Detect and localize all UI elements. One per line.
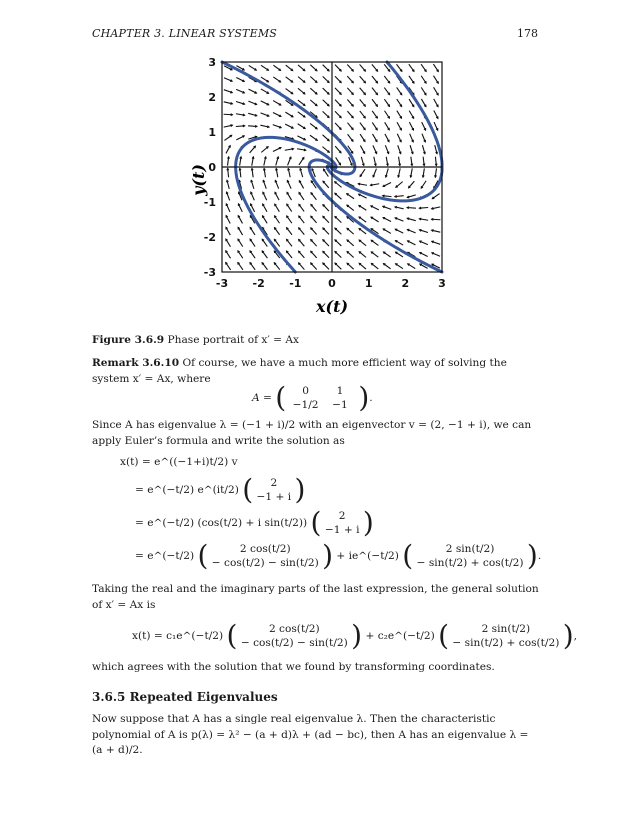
direction-arrow [311,239,317,246]
direction-arrow [372,76,378,83]
direction-arrow [360,64,366,71]
remark [92,356,539,387]
direction-arrow [323,228,329,235]
direction-arrow [433,64,438,71]
direction-arrow [347,123,353,130]
direction-arrow [298,263,304,270]
direction-arrow [335,65,341,71]
x-tick-label: -1 [289,277,302,290]
direction-arrow [226,215,230,223]
direction-arrow [395,229,403,233]
direction-arrow [335,76,341,82]
direction-arrow [371,240,378,245]
direction-arrow [421,76,426,83]
direction-arrow [335,123,341,130]
direction-arrow [347,194,354,199]
vector-4a-bottom: − cos(t/2) − sin(t/2) [211,557,319,569]
direction-arrow [286,239,292,246]
direction-arrow [335,263,341,269]
direction-arrow [421,87,426,95]
direction-arrow [261,89,269,93]
direction-arrow [299,204,304,211]
direction-arrow [433,76,438,84]
direction-arrow [348,134,353,141]
direction-arrow [335,193,342,199]
direction-arrow [409,76,414,83]
direction-arrow [311,204,317,211]
direction-arrow [335,88,341,94]
direction-arrow [261,65,268,70]
y-tick-label: 0 [208,161,216,174]
direction-arrow [360,76,366,83]
direction-arrow [310,100,317,106]
direction-arrow [396,182,403,188]
direction-arrow [274,227,279,234]
direction-arrow [323,251,329,257]
general-solution: x(t) = c₁e^(−t/2) ( 2 cos(t/2) − cos(t/2) − sin(t/2) ) + c₂e^(−t/2) ( 2 sin(t/2) − sin(t/2) + cos(t/2) ), [132,619,578,652]
direction-arrow [310,65,317,71]
direction-arrow [335,100,341,107]
direction-arrow [298,88,305,94]
paragraph-general: Taking the real and the imaginary parts of the last expression, the general solution of x′ = Ax is [92,583,539,611]
direction-arrow [360,169,365,176]
direction-arrow [347,99,353,106]
direction-arrow [261,77,269,82]
direction-arrow [273,65,280,70]
direction-arrow [434,87,439,95]
running-header: CHAPTER 3. LINEAR SYSTEMS [92,27,278,40]
vector-3-top: 2 [338,510,346,522]
derivation-line-2: = e^(−t/2) e^(it/2) ( 2 −1 + i ) [135,473,306,506]
direction-arrow [421,181,426,188]
direction-arrow [323,240,329,246]
derivation-line-3: = e^(−t/2) (cos(t/2) + i sin(t/2)) ( 2 −1 + i ) [135,506,374,539]
direction-arrow [335,240,341,246]
x-tick-label: -3 [215,277,229,290]
direction-arrow [226,146,230,154]
direction-arrow [432,194,439,199]
direction-arrow [409,99,414,107]
direction-arrow [371,252,378,257]
direction-arrow [287,228,292,235]
paragraph-agrees: which agrees with the solution that we found by transforming coordinates. [92,661,495,673]
direction-arrow [434,122,438,130]
direction-arrow [274,239,279,246]
direction-arrow [409,111,414,119]
direction-arrow [409,64,414,71]
direction-arrow [310,135,317,140]
vector-4b [417,542,524,570]
direction-arrow [287,192,292,200]
direction-arrow [360,88,366,95]
matrix-12: 1 [336,385,344,397]
direction-arrow [299,157,304,164]
direction-arrow [397,111,402,119]
general-vector-1 [241,622,348,650]
direction-arrow [395,252,403,257]
direction-arrow [286,251,292,258]
matrix-col-1 [290,384,322,412]
direction-arrow [274,263,280,270]
direction-arrow [434,110,438,118]
direction-arrow [395,241,403,245]
direction-arrow [310,123,317,129]
direction-arrow [311,228,317,235]
direction-arrow [286,65,293,71]
phase-portrait-figure [180,50,450,330]
direction-arrow [250,227,255,235]
direction-arrow [323,135,330,141]
direction-arrow [397,122,401,130]
direction-arrow [299,239,305,246]
general-vector-1-top: 2 cos(t/2) [268,623,320,635]
direction-arrow [238,239,243,247]
figure-label: Figure 3.6.9 [92,334,165,346]
direction-arrow [383,229,391,234]
direction-arrow [287,216,292,223]
direction-arrow [359,205,367,210]
direction-arrow [262,239,267,246]
direction-arrow [273,112,281,116]
direction-arrow [360,99,366,106]
y-tick-label: 1 [208,126,216,139]
direction-arrow [323,76,329,82]
section-heading: 3.6.5 Repeated Eigenvalues [92,690,278,704]
direction-arrow [422,122,426,130]
direction-arrow [359,217,366,222]
direction-arrow [299,251,305,258]
direction-arrow [224,135,231,140]
direction-arrow [371,206,379,210]
direction-arrow [372,122,377,129]
direction-arrow [360,111,366,118]
direction-arrow [262,251,267,258]
direction-arrow [299,181,303,189]
direction-arrow [298,65,305,71]
matrix-lhs: A = [252,392,272,404]
direction-arrow [323,205,329,212]
direction-arrow [409,181,415,188]
direction-arrow [383,182,391,186]
paragraph-eigen: Since A has eigenvalue λ = (−1 + i)/2 with an eigenvector v = (2, −1 + i), we can apply Euler’s formula and write the solution as [92,419,532,447]
y-tick-label: -3 [203,266,216,279]
direction-arrow [347,88,353,95]
matrix-11: 0 [302,385,309,397]
direction-arrow [322,147,329,153]
figure-caption-text: Phase portrait of x′ = Ax [167,334,300,346]
direction-arrow [372,88,378,95]
direction-arrow [323,100,330,106]
direction-arrow [263,204,267,212]
direction-arrow [383,252,390,257]
direction-arrow [384,99,389,106]
phase-portrait-svg [180,50,450,330]
direction-arrow [359,263,366,269]
direction-arrow [397,99,402,106]
vector-4a [212,542,319,570]
derivation-line-4-mid: + ie^(−t/2) [336,550,399,562]
direction-arrow [409,122,413,130]
direction-arrow [335,216,342,222]
general-vector-2 [452,622,559,650]
direction-arrow [335,146,341,153]
direction-arrow [421,99,426,107]
vector-2-bottom: −1 + i [256,491,292,503]
direction-arrow [347,240,354,246]
direction-arrow [323,263,329,269]
direction-arrow [261,101,269,105]
direction-arrow [335,111,341,118]
direction-arrow [299,192,304,199]
direction-arrow [323,181,329,188]
direction-arrow [226,239,231,247]
direction-arrow [236,136,244,140]
direction-arrow [226,262,231,269]
general-vector-2-top: 2 sin(t/2) [481,623,531,635]
direction-arrow [250,263,255,270]
x-tick-label: 0 [328,277,336,290]
direction-arrow [421,64,426,71]
direction-arrow [323,65,329,71]
direction-arrow [372,111,377,118]
general-mid: + c₂e^(−t/2) [365,630,435,642]
direction-arrow [298,77,305,83]
direction-arrow [226,251,231,259]
direction-arrow [385,134,389,142]
direction-arrow [273,147,281,151]
derivation-line-3-text: = e^(−t/2) (cos(t/2) + i sin(t/2)) [135,517,308,529]
direction-arrow [238,216,242,224]
figure-caption [92,333,539,349]
direction-arrow [420,252,428,256]
direction-arrow [360,134,365,141]
direction-arrow [347,251,354,257]
direction-arrow [384,88,389,95]
direction-arrow [238,204,242,212]
direction-arrow [297,136,305,140]
remark-label: Remark 3.6.10 [92,357,180,369]
direction-arrow [287,180,291,188]
direction-arrow [298,112,305,117]
direction-arrow [286,89,293,94]
direction-arrow [263,192,267,200]
direction-arrow [299,216,305,223]
matrix-21: −1/2 [292,399,319,411]
direction-arrow [262,216,267,224]
x-tick-label: 3 [438,277,446,290]
direction-arrow [273,101,281,106]
direction-arrow [285,124,293,128]
y-tick-label: -2 [203,231,216,244]
direction-arrow [285,112,293,117]
direction-arrow [347,228,354,234]
direction-arrow [250,146,256,153]
direction-arrow [275,192,279,200]
matrix-col-2 [325,384,355,412]
direction-arrow [249,65,257,70]
y-axis-label: y(t) [189,164,208,196]
direction-arrow [250,251,255,258]
page-number: 178 [517,27,538,40]
direction-arrow [371,263,378,269]
direction-arrow [236,77,244,81]
y-tick-label: -1 [203,196,216,209]
direction-arrow [397,87,402,94]
x-tick-label: 2 [401,277,410,290]
general-vector-1-bottom: − cos(t/2) − sin(t/2) [240,637,348,649]
direction-arrow [335,228,342,234]
direction-arrow [262,263,267,270]
general-lhs: x(t) = c₁e^(−t/2) [132,630,224,642]
derivation-line-4: = e^(−t/2) ( 2 cos(t/2) − cos(t/2) − sin(t/2) ) + ie^(−t/2) ( 2 sin(t/2) − sin(t/2) + cos(t/2) ). [135,539,542,572]
direction-arrow [373,145,377,153]
vector-2 [257,476,292,504]
direction-arrow [385,122,390,130]
direction-arrow [385,111,390,118]
matrix-22: −1 [332,399,348,411]
matrix-equation: A = ( 0 −1/2 1 −1 ). [252,381,373,414]
direction-arrow [360,123,365,130]
x-tick-label: -2 [252,277,265,290]
direction-arrow [347,263,354,269]
direction-arrow [397,64,402,71]
general-vector-2-bottom: − sin(t/2) + cos(t/2) [452,637,560,649]
vector-3-bottom: −1 + i [324,524,360,536]
direction-arrow [310,88,317,94]
direction-arrow [238,251,243,258]
direction-arrow [347,65,353,72]
direction-arrow [383,217,391,221]
direction-arrow [311,216,317,223]
y-tick-label: 2 [208,91,216,104]
x-tick-label: 1 [364,277,373,290]
direction-arrow [286,77,293,82]
vector-4a-top: 2 cos(t/2) [239,543,291,555]
direction-arrow [249,89,257,93]
direction-arrow [238,227,243,235]
paragraph-repeated: Now suppose that A has a single real eigenvalue λ. Then the characteristic polynomial of A is p(λ) = λ² − (a + d)λ + (ad − bc), then A has an eigenvalue λ = (a + d)/2. [92,713,529,756]
derivation-line-2-text: = e^(−t/2) e^(it/2) [135,484,239,496]
direction-arrow [408,264,416,269]
vector-3 [325,509,360,537]
direction-arrow [359,252,366,258]
direction-arrow [347,111,353,118]
direction-arrow [273,77,280,82]
x-axis-label: x(t) [315,297,349,316]
direction-arrow [311,263,317,270]
direction-arrow [434,99,438,107]
direction-arrow [397,134,401,142]
y-tick-label: 3 [208,56,216,69]
direction-arrow [275,216,280,223]
direction-arrow [347,205,354,211]
direction-arrow [310,76,317,82]
direction-arrow [287,204,292,211]
direction-arrow [372,99,377,106]
vector-4b-bottom: − sin(t/2) + cos(t/2) [416,557,524,569]
remark-text: Of course, we have a much more efficient way of solving the system x′ = Ax, where [92,357,507,385]
direction-arrow [261,147,268,153]
direction-arrow [226,204,230,212]
direction-arrow [372,64,378,71]
direction-arrow [323,216,329,223]
direction-arrow [347,76,353,83]
direction-arrow [323,88,329,94]
direction-arrow [311,193,316,200]
direction-arrow [360,146,364,154]
direction-arrow [407,241,415,245]
direction-arrow [250,239,255,246]
direction-arrow [395,264,402,269]
direction-arrow [299,228,305,235]
direction-arrow [372,134,377,142]
vector-4b-top: 2 sin(t/2) [445,543,495,555]
direction-arrow [298,124,306,129]
direction-arrow [275,204,280,212]
direction-arrow [238,262,243,269]
direction-arrow [359,240,366,246]
direction-arrow [383,264,390,269]
vector-2-top: 2 [270,477,278,489]
direction-arrow [311,251,317,258]
direction-arrow [323,111,330,117]
direction-arrow [371,217,379,222]
direction-arrow [226,227,230,235]
derivation-line-4-text: = e^(−t/2) [135,550,195,562]
direction-arrow [335,251,341,257]
derivation-line-1: x(t) = e^((−1+i)t/2) v [120,456,238,468]
direction-arrow [384,76,389,83]
